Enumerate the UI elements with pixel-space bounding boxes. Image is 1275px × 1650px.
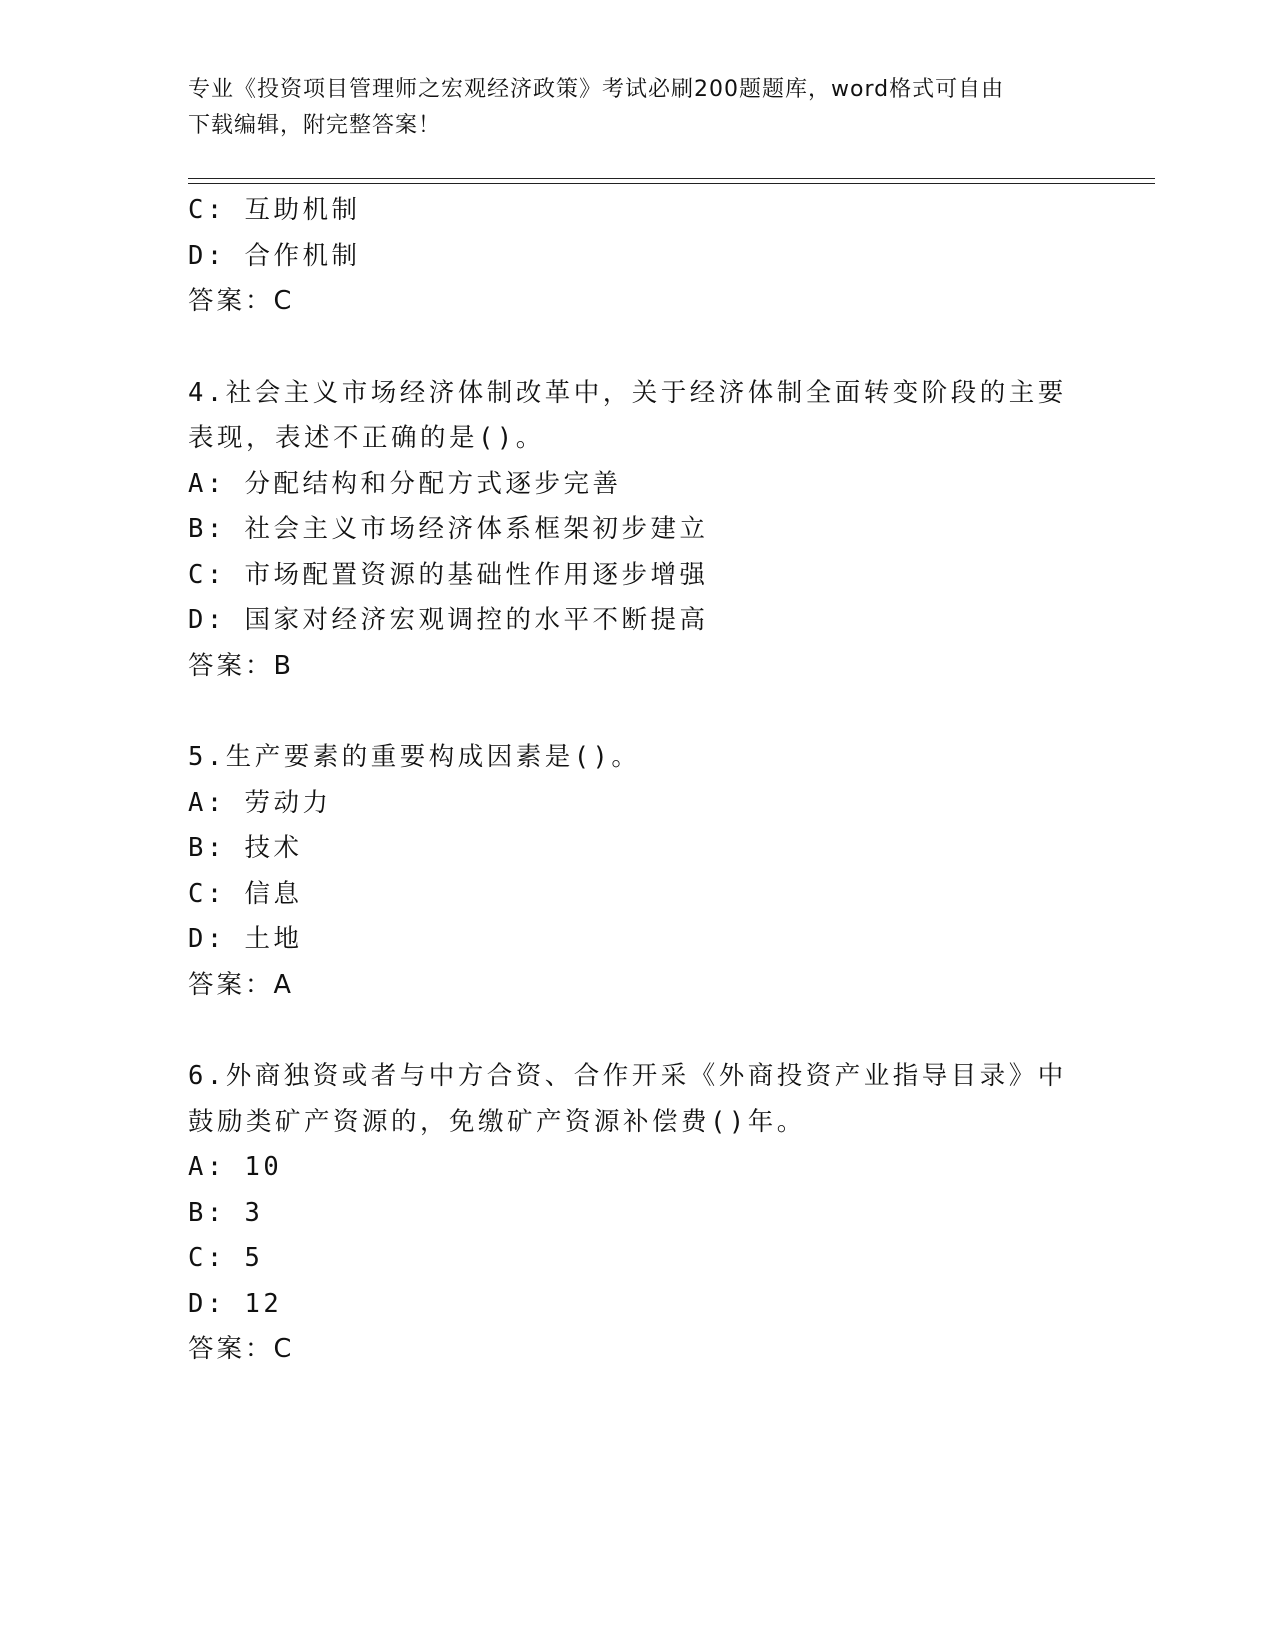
question-stem-continued: 表现，表述不正确的是()。: [188, 423, 545, 453]
question-4: [188, 371, 1088, 690]
question-spacer: [188, 325, 1088, 371]
option-c: C: 互助机制: [188, 195, 361, 225]
answer-line: 答案：A: [188, 969, 294, 1000]
question-spacer: [188, 689, 1088, 735]
question-stem: 6.外商独资或者与中方合资、合作开采《外商投资产业指导目录》中: [188, 1061, 1067, 1091]
carry-over-question: [188, 188, 1088, 325]
header-divider-top: [188, 178, 1155, 179]
option-b: B: 技术: [188, 833, 303, 863]
option-d: D: 12: [188, 1288, 283, 1319]
header-title-line-1: 专业《投资项目管理师之宏观经济政策》考试必刷200题题库，word格式可自由: [188, 77, 1005, 102]
option-a: A: 分配结构和分配方式逐步完善: [188, 468, 622, 499]
question-6: [188, 1054, 1088, 1373]
answer-line: 答案：C: [188, 286, 295, 316]
document-header: [188, 72, 1068, 144]
option-d: D: 合作机制: [188, 240, 361, 271]
question-stem: 5.生产要素的重要构成因素是()。: [188, 742, 641, 772]
header-divider-bottom: [188, 183, 1155, 184]
question-spacer: [188, 1008, 1088, 1054]
option-a: A: 劳动力: [188, 787, 332, 818]
header-title-line-2: 下载编辑，附完整答案！: [188, 113, 442, 138]
option-a: A: 10: [188, 1152, 283, 1182]
option-d: D: 国家对经济宏观调控的水平不断提高: [188, 605, 709, 635]
option-b: B: 3: [188, 1197, 264, 1228]
option-c: C: 信息: [188, 878, 303, 909]
question-list: [188, 188, 1088, 1373]
question-5: [188, 735, 1088, 1008]
answer-line: 答案：B: [188, 650, 294, 681]
option-c: C: 市场配置资源的基础性作用逐步增强: [188, 559, 709, 590]
question-stem-continued: 鼓励类矿产资源的，免缴矿产资源补偿费()年。: [188, 1106, 806, 1137]
question-stem: 4.社会主义市场经济体制改革中，关于经济体制全面转变阶段的主要: [188, 377, 1067, 408]
option-c: C: 5: [188, 1243, 264, 1273]
option-d: D: 土地: [188, 924, 303, 954]
answer-line: 答案：C: [188, 1334, 295, 1364]
option-b: B: 社会主义市场经济体系框架初步建立: [188, 514, 709, 544]
